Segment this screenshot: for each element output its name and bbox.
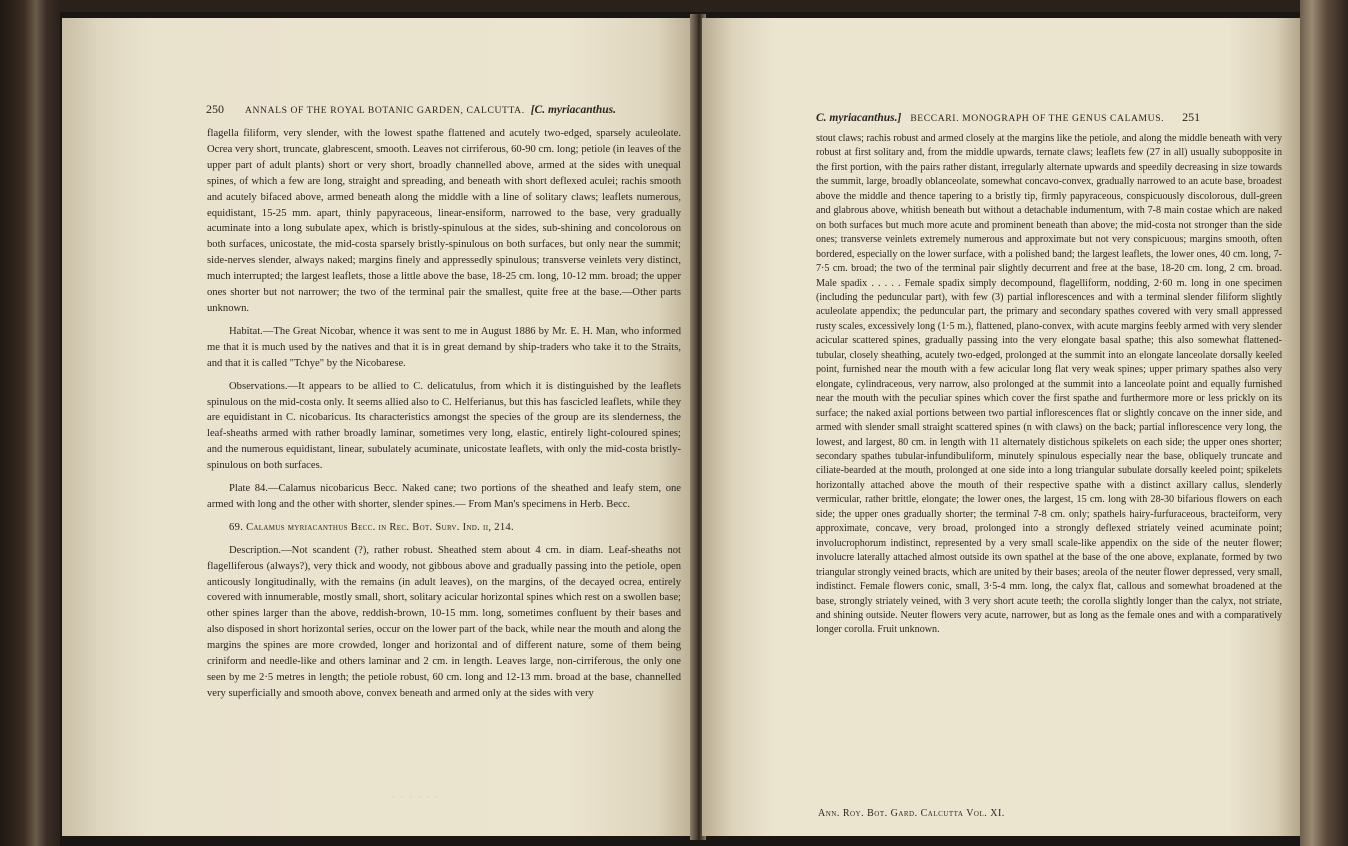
left-paragraph-observations: Observations.—It appears to be allied to C. delicatulus, from which it is distinguished by the leaflets spinulous on the mid-costa only. It seems allied also to C. Helferianus, but this has fascicled leaflets, while they are equidistant in C. nicobaricus. Its characteristics amongst the species of the group are its slenderness, the leaf-sheaths armed with rather broadly laminar, sometimes very long, elastic, entirely light-coloured spines; and the numerous equidistant, linear, subulately acuminate, unicostate leaflets, with only the mid-costa bristly-spinulous on both surfaces. bbox=[207, 380, 681, 472]
book-edge-right bbox=[1300, 0, 1348, 846]
right-running-head-species: C. myriacanthus.] bbox=[816, 112, 902, 124]
left-species-heading: 69. Calamus myriacanthus Becc. in Rec. Bot. Surv. Ind. ii, 214. bbox=[229, 521, 514, 533]
right-page bbox=[702, 18, 1300, 836]
book-spine-left bbox=[0, 0, 60, 846]
left-paragraph-1: flagella filiform, very slender, with the lowest spathe flattened and acutely two-edged, sparsely aculeolate. Ocrea very short, truncate, glabrescent, smooth. Leaves not cirriferous, 60-90 cm. long; petiole (in leaves of the upper part of adult plants) short or very short, broadly channelled above, armed at the sides with unequal spines, of which a few are long, straight and spreading, and beneath with short deflexed aculei; rachis smooth and acutely bifaced above, armed beneath along the middle with a line of solitary claws; leaflets numerous, equidistant, 15-25 mm. apart, thinly papyraceous, linear-ensiform, narrowed to the base, very gradually acuminate into a long subulate apex, which is bristly-spinulous at the sides, sub-shining and concolorous on both surfaces, unicostate, the mid-costa sparsely bristly-spinulous on both surfaces, but only near the summit; side-nerves slender, always naked; margins finely and appressedly spinulous; transverse veinlets very distinct, much interrupted; the largest leaflets, those a little above the base, 18-25 cm. long, 10-12 mm. broad; the upper ones shorter but not narrower; the two of the terminal pair the smallest, quite free at the base.—Other parts unknown. bbox=[207, 128, 681, 314]
right-running-head bbox=[816, 110, 1200, 125]
scan-background-top bbox=[0, 0, 1348, 12]
left-body-text bbox=[207, 126, 681, 709]
show-through-smudge: · · · · · · bbox=[392, 793, 440, 802]
left-paragraph-plate: Plate 84.—Calamus nicobaricus Becc. Naked cane; two portions of the sheathed and leafy stem, one armed with long and the other with shorter, slender spines.— From Man's specimens in Herb. Becc. bbox=[207, 483, 681, 510]
left-page-number: 250 bbox=[206, 102, 224, 116]
plate-footer: Ann. Roy. Bot. Gard. Calcutta Vol. XI. bbox=[818, 808, 1005, 819]
left-running-head-species: [C. myriacanthus. bbox=[530, 104, 617, 116]
right-paragraph-1: stout claws; rachis robust and armed closely at the margins like the petiole, and along the middle beneath with very robust at first solitary and, from the middle upwards, ternate claws; leaflets few (27 in all) usually subopposite in the first portion, with the pairs rather distant, irregularly alternate upwards and speedily decreasing in size towards the summit, large, broadly oblanceolate, somewhat concavo-convex, gradually narrowed to an acute base, broadest above the middle and thence tapering to a bristly tip, firmly papyraceous, conspicuously discolorous, dull-green and glabrous above, whitish beneath but without a detachable indumentum, with 7-8 main costae which are naked on both surfaces but much more acute and prominent beneath than above; the mid-costa not stronger than the side ones; transverse veinlets extremely numerous and approximate but not very conspicuous; margins smooth, often bordered, especially on the lower surface, with a polished band; the largest leaflets, the lower ones, 40 cm. long, 7-7·5 cm. broad; the two of the terminal pair slightly decurrent and free at the base, 18-20 cm. long, 2 cm. broad. Male spadix . . . . . Female spadix simply decompound, flagelliform, nodding, 2·60 m. long in one specimen (including the peduncular part), with few (3) partial inflorescences and with a terminal slender filiform slightly aculeolate appendix; the peduncular part, the primary and secondary spathes covered with very small appressed rusty scales, excessively long (1·5 m.), flattened, plano-convex, with acute margins feebly armed with very slender acicular scattered spines, gradually passing into the very elongate basal spathe; this also somewhat flattened-tubular, closely sheathing, acutely two-edged, prolonged at the summit into an elongate lanceolate dorsally keeled point, furnished near the mouth with a few acicular long flat very weak spines; upper primary spathes also very elongate, cylindraceous, very narrow, also prolonged at the summit into a lanceolate point and equally furnished near the mouth with the peculiar spines which cover the first spathe and furthermore more or less prickly on its surface; the naked axial portions between two partial inflorescences flat or slightly concave on the inner side, and armed with slender small straight scattered spines (n with claws) on the back; partial inflorescence very long, the lowest, and largest, 80 cm. in length with 11 alternately distichous spikelets on each side; the upper ones shorter; secondary spathes tubular-infundibuliform, minutely spinulous especially near the base, obliquely truncate and ciliate-bearded at the mouth, prolonged at one side into a long triangular subulate dorsally keeled point; spikelets horizontally attached above the mouth of their respective spathe with a distinct axillary callus, slenderly vermicular, rather brittle, elongate; the lower ones, the largest, 15 cm. long with 28-30 bifarious flowers on each side; the upper ones gradually shorter; the terminal 7-8 cm. only; spathels hairy-furfuraceous, bracteiform, very approximate, concave, very broad, prolonged into a strongly deflexed striately veined acuminate point; involucrophorum indistinct, represented by a very small scale-like appendix on the side of the neuter flower; involucre laterally attached almost outside its own spathel at the base of the one above, explanate, formed by two triangular strongly veined bracts, which are united by their bases; areola of the neuter flower depressed, very small, indistinct. Female flowers conic, small, 3·5-4 mm. long, the calyx flat, callous and somewhat broadened at the base, strongly striately veined, with 3 very short acute teeth; the corolla slightly longer than the calyx, not striate, and shining outside. Neuter flowers very acute, narrower, but as long as the female ones and with a comparatively longer corolla. Fruit unknown. bbox=[816, 133, 1282, 636]
right-body-text bbox=[816, 132, 1282, 645]
left-paragraph-description: Description.—Not scandent (?), rather robust. Sheathed stem about 4 cm. in diam. Leaf-sheaths not flagelliferous (always?), very thick and woody, not gibbous above and gradually passing into the petiole, open anticously longitudinally, with the remains (in adult leaves), on the margins, of the decayed ocrea, entirely covered with innumerable, mostly small, short, solitary acicular horizontal spines which rest on a swollen base; other spines larger than the above, reddish-brown, 10-15 mm. long, sometimes confluent by their bases and also disposed in short horizontal series, occur on the lower part of the back, while near the mouth and along the margins the spines are more crowded, longer and horizontal and of different nature, some of them being criniform and needle-like and others laminar and 2 cm. in length. Leaves large, non-cirriferous, the only one seen by me 2·5 metres in length; the petiole robust, 60 cm. long and 12-13 mm. broad at the base, channelled very superficially and smooth above, convex beneath and armed only at the sides with very bbox=[207, 544, 681, 699]
right-running-head-title: BECCARI. MONOGRAPH OF THE GENUS CALAMUS. bbox=[910, 113, 1165, 124]
right-page-number: 251 bbox=[1182, 110, 1201, 124]
left-page bbox=[62, 18, 695, 836]
left-running-head bbox=[206, 102, 616, 117]
left-paragraph-habitat: Habitat.—The Great Nicobar, whence it was sent to me in August 1886 by Mr. E. H. Man, who informed me that it is much used by the natives and that it is in great demand by ship-traders who take it to the Straits, and that it is called "Tchye" by the Nicobarese. bbox=[207, 325, 681, 369]
left-running-head-title: ANNALS OF THE ROYAL BOTANIC GARDEN, CALCUTTA. bbox=[245, 105, 525, 116]
